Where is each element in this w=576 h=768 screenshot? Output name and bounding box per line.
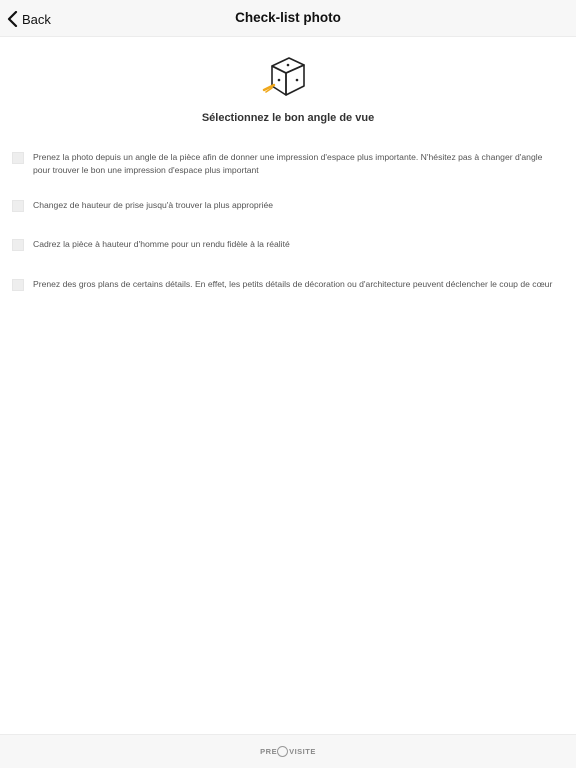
logo-ring-icon xyxy=(277,746,288,757)
footer xyxy=(0,734,576,768)
previsite-logo xyxy=(0,746,576,757)
navigation-bar xyxy=(0,0,576,37)
checklist-item-label: Prenez la photo depuis un angle de la pièce afin de donner une impression d'espace plus importante. N'hésitez pas à changer d'angle pour trouver le bon une impression d'espace plus important xyxy=(33,152,543,175)
checklist-item-label: Cadrez la pièce à hauteur d'homme pour un rendu fidèle à la réalité xyxy=(33,239,290,249)
section-title: Sélectionnez le bon angle de vue xyxy=(201,112,375,124)
back-button-label: Back xyxy=(22,11,51,27)
cube-perspective-icon xyxy=(262,53,312,99)
checkbox[interactable] xyxy=(12,152,24,164)
checklist-item[interactable] xyxy=(12,199,564,212)
checkbox[interactable] xyxy=(12,239,24,251)
checklist-item-label: Prenez des gros plans de certains détails. En effet, les petits détails de décoration ou d'architecture peuvent déclencher le coup de cœur xyxy=(33,279,553,289)
checkbox[interactable] xyxy=(12,200,24,212)
page-title: Check-list photo xyxy=(235,10,341,25)
checklist-item[interactable] xyxy=(12,238,564,251)
checklist-item[interactable] xyxy=(12,151,564,177)
checklist-item[interactable] xyxy=(12,278,564,291)
logo-post-text: VISITE xyxy=(289,747,316,756)
logo-pre-text: PRE xyxy=(260,747,278,756)
checkbox[interactable] xyxy=(12,279,24,291)
checklist-item-label: Changez de hauteur de prise jusqu'à trouver la plus appropriée xyxy=(33,200,274,210)
